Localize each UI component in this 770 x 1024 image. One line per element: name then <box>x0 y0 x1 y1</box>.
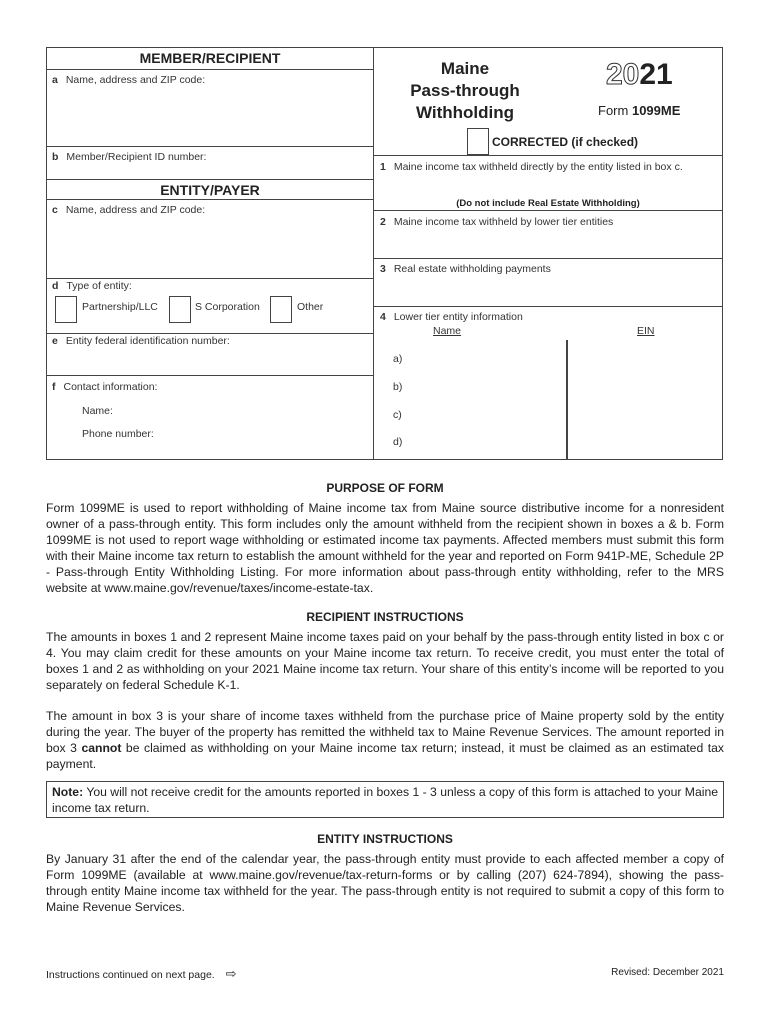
corrected-checkbox[interactable] <box>467 128 489 155</box>
note-text: Note: You will not receive credit for the amounts reported in boxes 1 - 3 unless a copy of this form is attached to your Maine income tax return. <box>52 785 718 815</box>
lower-tier-name-header: Name <box>433 325 462 337</box>
box-4-label: 4 Lower tier entity information <box>380 311 523 323</box>
partnership-llc-label: Partnership/LLC <box>82 301 158 313</box>
s-corporation-label: S Corporation <box>195 301 260 313</box>
box-3-input[interactable] <box>380 280 710 300</box>
corrected-label: CORRECTED (if checked) <box>492 135 639 149</box>
entity-ein-input[interactable] <box>60 352 360 370</box>
contact-phone-label: Phone number: <box>82 428 154 440</box>
column-divider <box>566 340 568 459</box>
box-1-note: (Do not include Real Estate Withholding) <box>456 198 640 209</box>
mrs-website-link[interactable]: www.maine.gov/revenue/taxes/income-estate-tax <box>104 581 370 595</box>
title-line: Withholding <box>415 103 515 122</box>
title-line: Maine <box>440 59 490 78</box>
member-recipient-header: MEMBER/RECIPIENT <box>139 50 281 66</box>
box-2-label: 2 Maine income tax withheld by lower tier entities <box>380 216 614 228</box>
purpose-heading: PURPOSE OF FORM <box>326 481 444 495</box>
box-d-label: d Type of entity: <box>52 280 132 292</box>
lower-tier-row-c: c) <box>393 409 402 421</box>
title-line: Pass-through <box>410 81 520 100</box>
recipient-instructions-heading: RECIPIENT INSTRUCTIONS <box>306 610 464 624</box>
year-outline: 20 <box>606 58 640 91</box>
form-number: Form 1099ME <box>598 103 681 118</box>
box-b-label: b Member/Recipient ID number: <box>52 151 207 163</box>
partnership-llc-checkbox[interactable] <box>55 296 77 323</box>
box-3-label: 3 Real estate withholding payments <box>380 263 551 275</box>
other-checkbox[interactable] <box>270 296 292 323</box>
year-bold: 21 <box>639 58 673 91</box>
entity-payer-header: ENTITY/PAYER <box>160 182 260 198</box>
entity-name-address-input[interactable] <box>60 222 360 272</box>
arrow-right-icon: ⇨ <box>225 966 237 981</box>
form-title <box>395 58 535 124</box>
tax-forms-link[interactable]: www.maine.gov/revenue/tax-return-forms <box>209 868 433 882</box>
box-a-label: a Name, address and ZIP code: <box>52 74 206 86</box>
tax-year <box>606 58 673 92</box>
recipient-name-address-input[interactable] <box>60 92 360 140</box>
lower-tier-row-d: d) <box>393 436 403 448</box>
box-e-label: e Entity federal identification number: <box>52 335 230 347</box>
contact-name-label: Name: <box>82 405 113 417</box>
continued-note: Instructions continued on next page. ⇨ <box>46 966 237 981</box>
recipient-paragraph-2: The amount in box 3 is your share of income taxes withheld from the purchase price of Maine property sold by the entity during the year. The buyer of the property has remitted the withheld tax to Maine Revenue Services. The amount reported in box 3 cannot be claimed as withholding on your Maine income tax return; instead, it must be claimed as an estimated tax payment. <box>46 709 725 771</box>
revised-date: Revised: December 2021 <box>611 967 724 978</box>
box-1-input[interactable] <box>380 176 710 194</box>
other-label: Other <box>297 301 324 313</box>
contact-name-input[interactable] <box>120 402 360 418</box>
box-1-label: 1 Maine income tax withheld directly by the entity listed in box c. <box>380 161 683 173</box>
entity-instructions-heading: ENTITY INSTRUCTIONS <box>317 832 453 846</box>
box-4 <box>373 306 723 460</box>
entity-instructions-text: By January 31 after the end of the calendar year, the pass-through entity must provide to each affected member a copy of Form 1099ME (available at www.maine.gov/revenue/tax-return-forms or by calling (207) 624-7894), showing the pass-through entity Maine income tax withheld for the year. The pass-through entity is not required to submit a copy of this form to Maine Revenue Services. <box>46 852 724 914</box>
box-c-label: c Name, address and ZIP code: <box>52 204 206 216</box>
lower-tier-row-a: a) <box>393 353 403 365</box>
lower-tier-ein-header: EIN <box>637 325 655 337</box>
purpose-text: Form 1099ME is used to report withholding of Maine income tax from Maine source distributive income for a nonresident owner of a pass-through entity. This form includes only the amount withheld from the recipient shown in boxes a & b. Form 1099ME is not used to report wage withholding or estimated income tax payments. Affected members must submit this form with their Maine income tax return to establish the amount withheld for the year and reported on Form 941P-ME, Schedule 2P - Pass-through Entity Withholding Listing. For more information about pass-through entity withholding, refer to the MRS website at www.maine.gov/revenue/taxes/income-estate-tax. <box>46 501 724 595</box>
recipient-id-input[interactable] <box>200 160 360 176</box>
contact-phone-input[interactable] <box>170 425 360 441</box>
s-corporation-checkbox[interactable] <box>169 296 191 323</box>
recipient-paragraph-1: The amounts in boxes 1 and 2 represent Maine income taxes paid on your behalf by the pass-through entity listed in box c or 4. You may claim credit for these amounts on your Maine income tax return. To receive credit, you must enter the total of boxes 1 and 2 as withholding on your 2021 Maine income tax return. Your share of this entity’s income will be reported to you separately on federal Schedule K-1. <box>46 630 724 692</box>
box-f-label: f Contact information: <box>52 381 158 393</box>
lower-tier-row-b: b) <box>393 381 403 393</box>
box-2-input[interactable] <box>380 232 710 252</box>
